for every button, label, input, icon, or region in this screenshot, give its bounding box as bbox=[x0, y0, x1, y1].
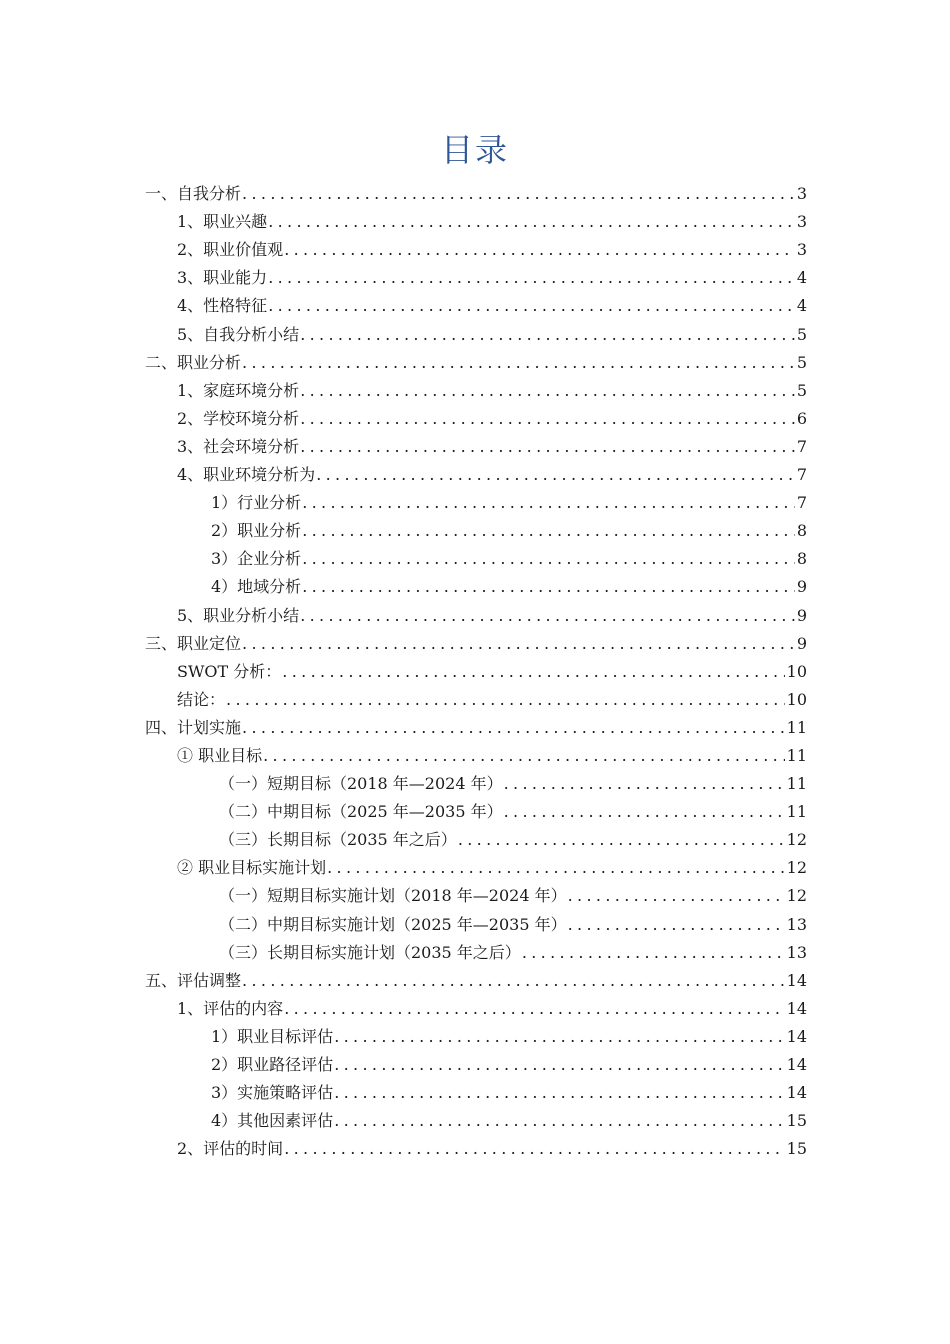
toc-entry-page: 11 bbox=[786, 717, 807, 737]
toc-entry-page: 13 bbox=[786, 942, 807, 962]
toc-entry[interactable] bbox=[145, 320, 807, 348]
toc-leader bbox=[284, 1135, 784, 1163]
toc-entry[interactable] bbox=[145, 742, 807, 770]
toc-leader bbox=[300, 602, 795, 630]
toc-entry-label: （一）短期目标实施计划（2018 年—2024 年） bbox=[219, 886, 567, 906]
toc-entry[interactable] bbox=[145, 461, 807, 489]
toc-entry[interactable] bbox=[145, 433, 807, 461]
toc-leader bbox=[334, 1079, 784, 1107]
toc-leader bbox=[522, 939, 785, 967]
toc-entry-page: 7 bbox=[796, 465, 807, 485]
toc-entry-page: 14 bbox=[786, 998, 807, 1018]
toc-entry-label: 5、职业分析小结 bbox=[177, 605, 300, 625]
toc-entry[interactable] bbox=[145, 517, 807, 545]
toc-entry-page: 3 bbox=[796, 184, 807, 204]
toc-entry[interactable] bbox=[145, 264, 807, 292]
toc-leader bbox=[302, 573, 795, 601]
toc-leader bbox=[334, 1051, 784, 1079]
toc-entry-page: 7 bbox=[796, 436, 807, 456]
toc-entry-page: 12 bbox=[786, 830, 807, 850]
toc-entry[interactable] bbox=[145, 770, 807, 798]
toc-entry-page: 14 bbox=[786, 1055, 807, 1074]
toc-entry-label: 2、学校环境分析 bbox=[177, 408, 300, 428]
toc-entry-label: 3）企业分析 bbox=[211, 549, 302, 569]
toc-leader bbox=[302, 545, 795, 573]
toc-entry-label: 一、自我分析 bbox=[145, 184, 242, 204]
toc-entry[interactable] bbox=[145, 180, 807, 208]
toc-entry-label: 四、计划实施 bbox=[145, 717, 242, 737]
toc-leader bbox=[458, 826, 785, 854]
toc-leader bbox=[300, 377, 795, 405]
toc-entry-label: 1）职业目标评估 bbox=[211, 1026, 334, 1046]
toc-entry-label: 4）地域分析 bbox=[211, 577, 302, 597]
toc-entry-label: 4）其他因素评估 bbox=[211, 1111, 334, 1131]
toc-entry[interactable] bbox=[145, 1079, 807, 1107]
toc-entry-page: 5 bbox=[796, 380, 807, 400]
toc-entry-page: 8 bbox=[796, 549, 807, 569]
toc-leader bbox=[302, 489, 795, 517]
toc-entry[interactable] bbox=[145, 1107, 807, 1135]
toc-entry-label: 二、职业分析 bbox=[145, 352, 242, 372]
toc-leader bbox=[568, 911, 785, 939]
toc-entry-label: 2、评估的时间 bbox=[177, 1139, 284, 1159]
toc-leader bbox=[316, 461, 795, 489]
toc-entry-label: 1、评估的内容 bbox=[177, 998, 284, 1018]
toc-entry-label: 1、职业兴趣 bbox=[177, 212, 268, 232]
toc-entry-label: SWOT 分析： bbox=[177, 661, 282, 681]
toc-entry-label: ① 职业目标 bbox=[177, 745, 263, 765]
toc-leader bbox=[504, 798, 785, 826]
toc-entry-page: 15 bbox=[786, 1111, 807, 1131]
toc-entry[interactable] bbox=[145, 601, 807, 629]
toc-entry-page: 12 bbox=[786, 858, 807, 878]
toc-entry-page: 15 bbox=[786, 1139, 807, 1159]
toc-leader bbox=[242, 180, 795, 208]
toc-entry-label: （三）长期目标实施计划（2035 年之后） bbox=[219, 942, 521, 962]
toc-leader bbox=[568, 882, 785, 910]
toc-entry-page: 10 bbox=[786, 661, 807, 681]
toc-entry[interactable] bbox=[145, 630, 807, 658]
toc-entry-label: 三、职业定位 bbox=[145, 633, 242, 653]
toc-entry-page: 11 bbox=[786, 774, 807, 794]
toc-entry-page: 14 bbox=[786, 1083, 807, 1103]
toc-entry[interactable] bbox=[145, 208, 807, 236]
toc-leader bbox=[334, 1107, 784, 1135]
toc-entry-page: 14 bbox=[786, 1026, 807, 1046]
toc-entry[interactable] bbox=[145, 1023, 807, 1051]
toc-entry[interactable] bbox=[145, 910, 807, 938]
toc-entry-page: 6 bbox=[796, 408, 807, 428]
toc-entry-label: 3、职业能力 bbox=[177, 268, 268, 288]
toc-entry[interactable] bbox=[145, 714, 807, 742]
toc-entry-page: 11 bbox=[786, 802, 807, 822]
toc-leader bbox=[242, 349, 795, 377]
toc-entry-label: 1）行业分析 bbox=[211, 493, 302, 513]
toc-leader bbox=[300, 405, 795, 433]
toc-leader bbox=[242, 967, 785, 995]
toc-entry[interactable] bbox=[145, 967, 807, 995]
toc-entry-label: 2）职业路径评估 bbox=[211, 1055, 334, 1074]
toc-entry-page: 9 bbox=[796, 577, 807, 597]
toc-entry-page: 4 bbox=[796, 268, 807, 288]
toc-entry-label: 1、家庭环境分析 bbox=[177, 380, 300, 400]
toc-entry[interactable] bbox=[145, 573, 807, 601]
toc-entry-label: 4、职业环境分析为 bbox=[177, 465, 316, 485]
toc-entry[interactable] bbox=[145, 1135, 807, 1163]
toc-entry-label: 3、社会环境分析 bbox=[177, 436, 300, 456]
toc-leader bbox=[282, 658, 784, 686]
toc-entry[interactable] bbox=[145, 405, 807, 433]
toc-entry-page: 9 bbox=[796, 633, 807, 653]
toc-entry-page: 5 bbox=[796, 324, 807, 344]
toc-entry-page: 13 bbox=[786, 914, 807, 934]
toc-leader bbox=[268, 264, 795, 292]
toc-entry-label: 4、性格特征 bbox=[177, 296, 268, 316]
toc-leader bbox=[334, 1023, 784, 1051]
toc-leader bbox=[268, 292, 795, 320]
toc-entry-page: 7 bbox=[796, 493, 807, 513]
toc-leader bbox=[504, 770, 785, 798]
toc-entry-label: （一）短期目标（2018 年—2024 年） bbox=[219, 774, 503, 794]
toc-entry-page: 3 bbox=[796, 212, 807, 232]
toc-entry-label: 2）职业分析 bbox=[211, 521, 302, 541]
toc-leader bbox=[284, 995, 784, 1023]
toc-entry[interactable] bbox=[145, 939, 807, 967]
toc-leader bbox=[226, 686, 785, 714]
toc-leader bbox=[327, 854, 785, 882]
toc-entry-page: 11 bbox=[786, 745, 807, 765]
toc-entry[interactable] bbox=[145, 1051, 807, 1079]
toc-entry-label: 结论： bbox=[177, 689, 226, 709]
toc-entry-page: 3 bbox=[796, 240, 807, 260]
toc-entry-page: 14 bbox=[786, 970, 807, 990]
toc-entry-label: （三）长期目标（2035 年之后） bbox=[219, 830, 457, 850]
toc-entry[interactable] bbox=[145, 349, 807, 377]
toc-entry[interactable] bbox=[145, 545, 807, 573]
toc-entry-label: 2、职业价值观 bbox=[177, 240, 284, 260]
toc-entry-page: 12 bbox=[786, 886, 807, 906]
toc-entry-label: ② 职业目标实施计划 bbox=[177, 858, 327, 878]
toc-entry-label: 3）实施策略评估 bbox=[211, 1083, 334, 1103]
toc-leader bbox=[300, 433, 795, 461]
toc-entry-page: 9 bbox=[796, 605, 807, 625]
toc-entry-page: 8 bbox=[796, 521, 807, 541]
toc-entry[interactable] bbox=[145, 854, 807, 882]
toc-leader bbox=[263, 742, 785, 770]
toc-leader bbox=[242, 630, 795, 658]
toc-leader bbox=[300, 321, 795, 349]
toc-entry-label: 五、评估调整 bbox=[145, 970, 242, 990]
toc-entry[interactable] bbox=[145, 798, 807, 826]
toc-title: 目录 bbox=[440, 131, 509, 169]
toc-entry-page: 10 bbox=[786, 689, 807, 709]
toc-entry[interactable] bbox=[145, 658, 807, 686]
toc-entry[interactable] bbox=[145, 292, 807, 320]
toc-leader bbox=[302, 517, 795, 545]
toc-entry-label: （二）中期目标实施计划（2025 年—2035 年） bbox=[219, 914, 567, 934]
toc-list bbox=[145, 180, 807, 1163]
toc-entry[interactable] bbox=[145, 882, 807, 910]
toc-leader bbox=[268, 208, 795, 236]
toc-entry-label: 5、自我分析小结 bbox=[177, 324, 300, 344]
toc-leader bbox=[242, 714, 785, 742]
toc-entry[interactable] bbox=[145, 826, 807, 854]
toc-entry-page: 4 bbox=[796, 296, 807, 316]
toc-entry[interactable] bbox=[145, 995, 807, 1023]
toc-entry[interactable] bbox=[145, 686, 807, 714]
toc-entry[interactable] bbox=[145, 236, 807, 264]
toc-entry-label: （二）中期目标（2025 年—2035 年） bbox=[219, 802, 503, 822]
toc-leader bbox=[284, 236, 795, 264]
toc-entry[interactable] bbox=[145, 377, 807, 405]
toc-entry[interactable] bbox=[145, 489, 807, 517]
toc-entry-page: 5 bbox=[796, 352, 807, 372]
